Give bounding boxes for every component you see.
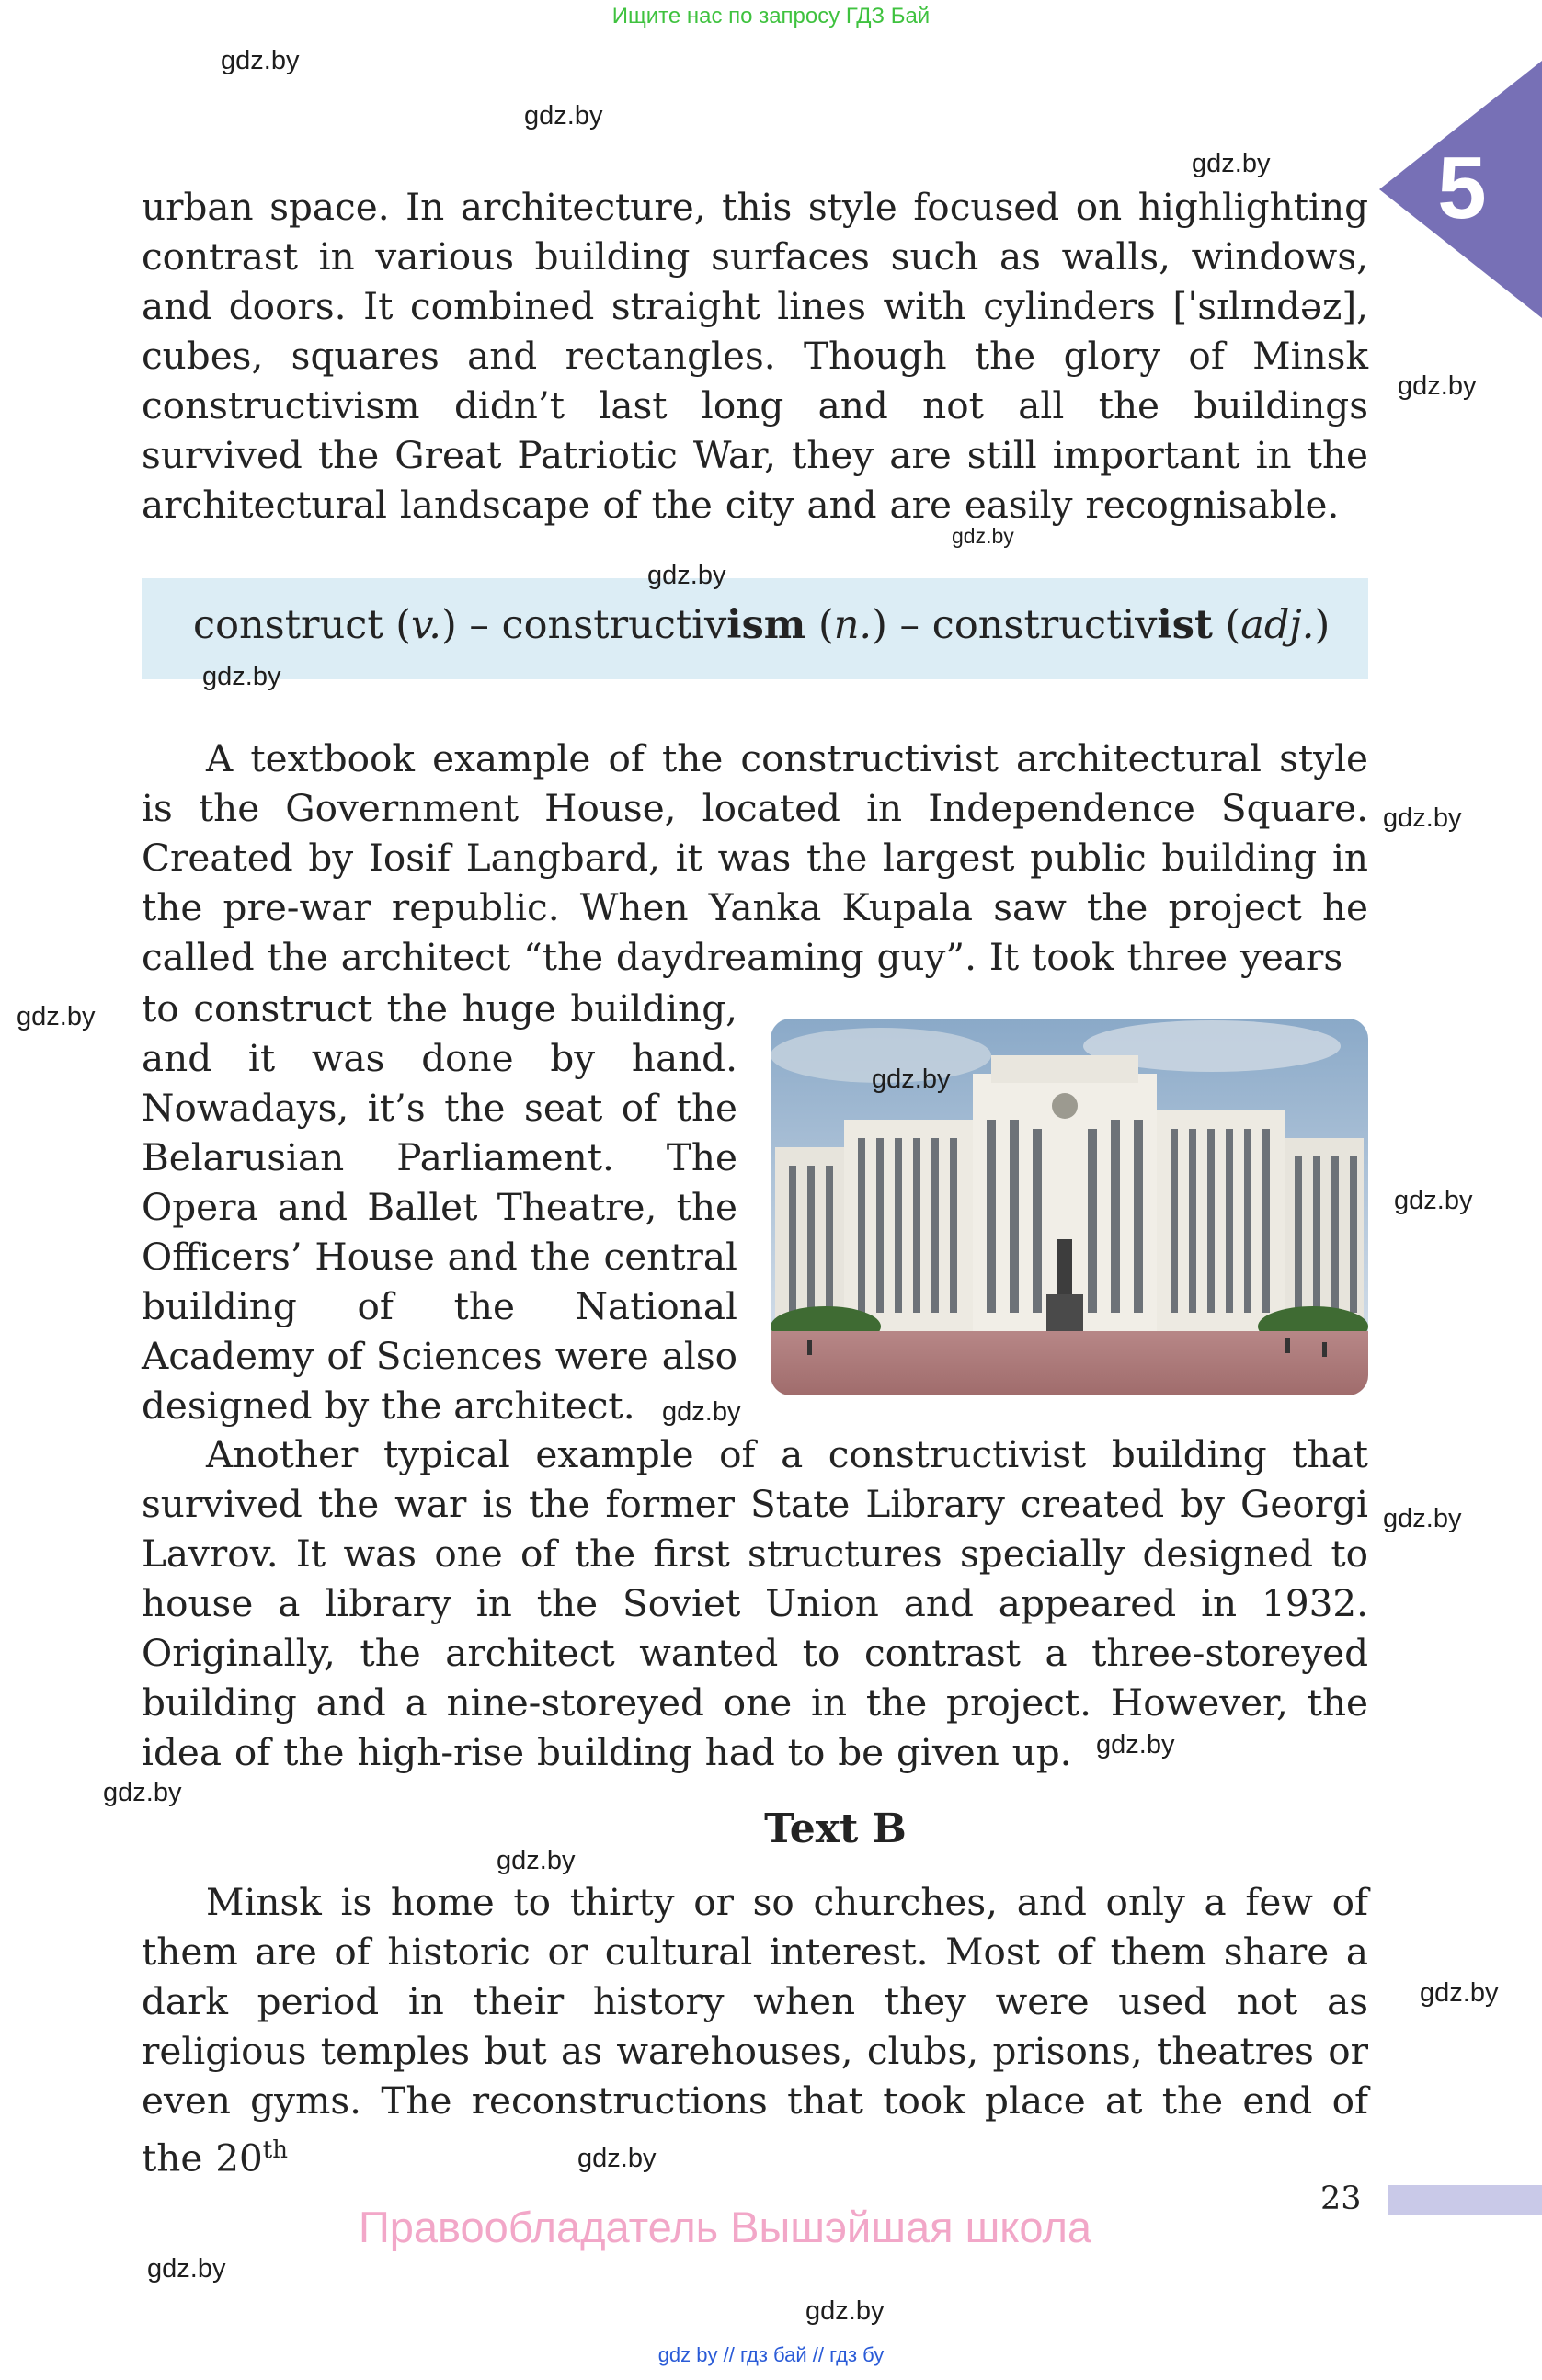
paragraph-4-text: Minsk is home to thirty or so churches, and only a few of them are of historic or cultural interest. Most of them share a dark period in their history when they were used not as religious temples but as warehouses, clubs, prisons, theatres or even gyms. The reconstructions that took place at the end of the 20th [142, 1880, 1368, 2181]
top-banner[interactable]: Ищите нас по запросу ГДЗ Бай [611, 4, 931, 28]
watermark[interactable]: gdz.by [17, 1002, 96, 1031]
watermark[interactable]: gdz.by [147, 2254, 226, 2283]
watermark[interactable]: gdz.by [1192, 149, 1271, 178]
chapter-number: 5 [1437, 139, 1487, 237]
government-house-photo [771, 1019, 1368, 1395]
paragraph-3 [142, 1429, 1368, 1777]
paragraph-4 [142, 1877, 1368, 2183]
watermark[interactable]: gdz.by [221, 46, 300, 75]
wrap-line: Officers’ House and the central [142, 1235, 737, 1279]
wrap-line: Nowadays, it’s the seat of the [142, 1086, 737, 1130]
watermark[interactable]: gdz.by [1096, 1730, 1175, 1759]
vocabulary-line: construct (v.) – constructivism (n.) – constructivist (adj.) [193, 602, 1331, 648]
wrap-line: building of the National [142, 1284, 737, 1328]
watermark[interactable]: gdz.by [202, 662, 281, 691]
watermark[interactable]: gdz.by [952, 524, 1014, 548]
vocab-word-constructivist: constructivist [931, 602, 1213, 648]
vocab-pos-noun: n. [833, 602, 873, 648]
paragraph-2 [142, 734, 1368, 982]
paragraph-3-text: Another typical example of a constructivist building that survived the war is the former State Library created by Georgi Lavrov. It was one of the first structures specially designed to house a library in the Soviet Union and appeared in 1932. Originally, the architect wanted to contrast a three-storeyed building and a nine-storeyed one in the project. However, the idea of the high-rise building had to be given up. [142, 1432, 1368, 1774]
vocab-word-constructivism: constructivism [501, 602, 806, 648]
superscript-th: th [262, 2136, 288, 2164]
wrap-line: designed by the architect. [142, 1384, 635, 1428]
watermark[interactable]: gdz.by [1394, 1186, 1473, 1215]
wrap-line: and it was done by hand. [142, 1036, 737, 1080]
wrap-line: Belarusian Parliament. The [142, 1135, 737, 1179]
watermark[interactable]: gdz.by [103, 1778, 182, 1807]
vocab-pos-verb: v. [411, 602, 441, 648]
watermark[interactable]: gdz.by [1398, 371, 1477, 401]
paragraph-1-text: urban space. In architecture, this style focused on highlighting contrast in various building surfaces such as walls, windows, and doors. It combined straight lines with cylinders [ˈsɪlɪndəz], cubes, squares and rectangles. Though the glory of Minsk constructivism didn’t last long and not all the buildings survived the Great Patriotic War, they are still important in the architectural landscape of the city and are easily recognisable. [142, 185, 1368, 527]
wrap-line: to construct the huge building, [142, 986, 737, 1031]
watermark[interactable]: gdz.by [577, 2144, 657, 2173]
watermark[interactable]: gdz.by [497, 1846, 576, 1875]
watermark[interactable]: gdz.by [805, 2296, 885, 2326]
watermark[interactable]: gdz.by [1383, 803, 1462, 833]
wrap-line: Academy of Sciences were also [142, 1334, 737, 1378]
page-number: 23 [1320, 2181, 1362, 2217]
watermark[interactable]: gdz.by [662, 1397, 741, 1427]
watermark[interactable]: gdz.by [872, 1065, 951, 1094]
vocab-pos-adjective: adj. [1240, 602, 1315, 648]
watermark[interactable]: gdz.by [1420, 1978, 1499, 2008]
watermark[interactable]: gdz.by [1383, 1504, 1462, 1533]
wrap-line: Opera and Ballet Theatre, the [142, 1185, 737, 1229]
watermark[interactable]: gdz.by [647, 561, 726, 590]
paragraph-1 [142, 182, 1368, 530]
paragraph-2-text: A textbook example of the constructivist architectural style is the Government House, located in Independence Square. Created by Iosif Langbard, it was the largest public building in the pre-war republic. When Yanka Kupala saw the project he called the architect “the daydreaming guy”. It took three years [142, 736, 1368, 979]
footer-links[interactable]: gdz by // гдз бай // гдз бу [657, 2343, 885, 2366]
watermark[interactable]: gdz.by [524, 101, 603, 131]
section-heading-text-b: Text B [764, 1805, 907, 1852]
paragraph-2-wrapped [142, 984, 737, 1430]
vocab-word-construct: construct [193, 602, 383, 648]
copyright-notice: Правообладатель Вышэйшая школа [358, 2203, 1092, 2251]
